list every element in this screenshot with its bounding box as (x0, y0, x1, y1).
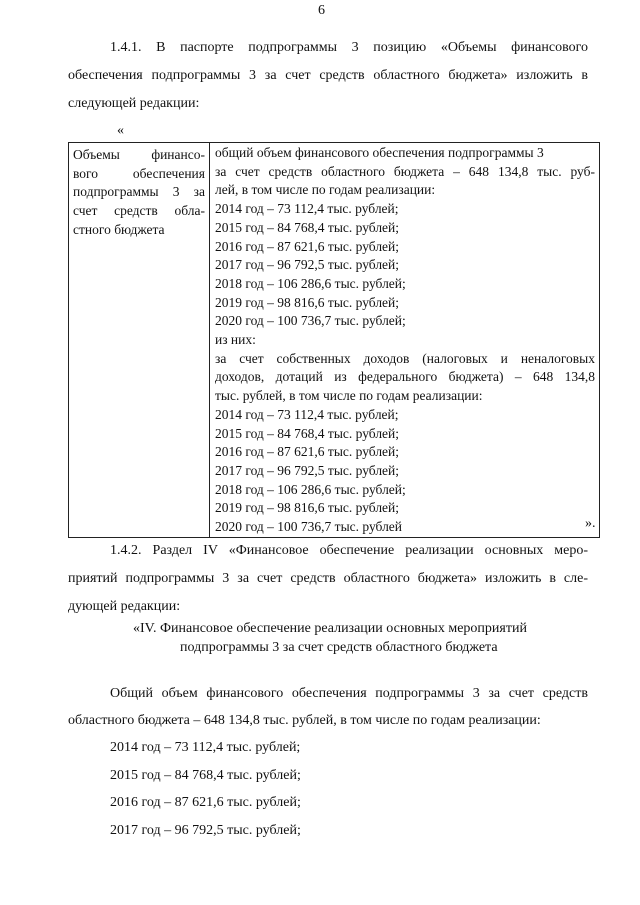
year-line: 2015 год – 84 768,4 тыс. рублей; (110, 768, 301, 783)
heading-line: подпрограммы 3 за счет средств областного бюджета (180, 640, 498, 655)
cell-line: 2017 год – 96 792,5 тыс. рублей; (215, 462, 400, 478)
page-number: 6 (318, 3, 325, 18)
cell-line: лей, в том числе по годам реализации: (215, 182, 436, 198)
table-row (69, 143, 600, 538)
cell-line: подпрограммы 3 за (73, 184, 205, 200)
year-line: 2014 год – 73 112,4 тыс. рублей; (110, 740, 301, 755)
cell-line: вого обеспечения (73, 165, 205, 181)
heading-line: «IV. Финансовое обеспечение реализации основных мероприятий (133, 621, 527, 636)
table-cell-label (69, 143, 210, 538)
paragraph-line: следующей редакции: (68, 96, 200, 111)
paragraph-line: приятий подпрограммы 3 за счет средств областного бюджета» изложить в сле- (68, 571, 588, 586)
paragraph-line: 1.4.2. Раздел IV «Финансовое обеспечение реализации основных меро- (110, 543, 588, 558)
cell-line: стного бюджета (73, 221, 165, 237)
cell-line: 2019 год – 98 816,6 тыс. рублей; (215, 294, 400, 310)
cell-line: Объемы финансо- (73, 147, 205, 162)
year-line: 2016 год – 87 621,6 тыс. рублей; (110, 795, 301, 810)
cell-line: 2016 год – 87 621,6 тыс. рублей; (215, 444, 400, 460)
cell-line: 2020 год – 100 736,7 тыс. рублей; (215, 313, 406, 329)
paragraph-line: дующей редакции: (68, 599, 181, 614)
cell-line: общий объем финансового обеспечения подпрограммы 3 (215, 145, 544, 160)
paragraph-line: Общий объем финансового обеспечения подпрограммы 3 за счет средств (110, 686, 588, 701)
passport-table (68, 142, 600, 538)
closing-quote: ». (585, 516, 596, 531)
year-line: 2017 год – 96 792,5 тыс. рублей; (110, 823, 301, 838)
paragraph-line: областного бюджета – 648 134,8 тыс. рублей, в том числе по годам реализации: (68, 713, 541, 728)
cell-line: 2020 год – 100 736,7 тыс. рублей (215, 519, 403, 535)
cell-line: за счет средств областного бюджета – 648 134,8 тыс. руб- (215, 163, 595, 179)
cell-line: 2015 год – 84 768,4 тыс. рублей; (215, 425, 400, 441)
cell-line: за счет собственных доходов (налоговых и неналоговых (215, 350, 595, 366)
cell-line: тыс. рублей, в том числе по годам реализации: (215, 388, 483, 404)
opening-quote: « (117, 123, 124, 138)
cell-line: 2019 год – 98 816,6 тыс. рублей; (215, 500, 400, 516)
cell-line: 2014 год – 73 112,4 тыс. рублей; (215, 201, 399, 217)
paragraph-line: 1.4.1. В паспорте подпрограммы 3 позицию «Объемы финансового (110, 40, 588, 55)
paragraph-line: обеспечения подпрограммы 3 за счет средств областного бюджета» изложить в (68, 68, 588, 83)
table-cell-value (210, 143, 600, 538)
cell-line: счет средств обла- (73, 203, 205, 219)
cell-line: 2017 год – 96 792,5 тыс. рублей; (215, 257, 400, 273)
cell-line: 2015 год – 84 768,4 тыс. рублей; (215, 219, 400, 235)
cell-line: 2016 год – 87 621,6 тыс. рублей; (215, 238, 400, 254)
cell-line: 2014 год – 73 112,4 тыс. рублей; (215, 406, 399, 422)
cell-line: из них: (215, 332, 256, 348)
cell-line: 2018 год – 106 286,6 тыс. рублей; (215, 481, 406, 497)
cell-line: доходов, дотаций из федерального бюджета) – 648 134,8 (215, 369, 595, 385)
cell-line: 2018 год – 106 286,6 тыс. рублей; (215, 275, 406, 291)
